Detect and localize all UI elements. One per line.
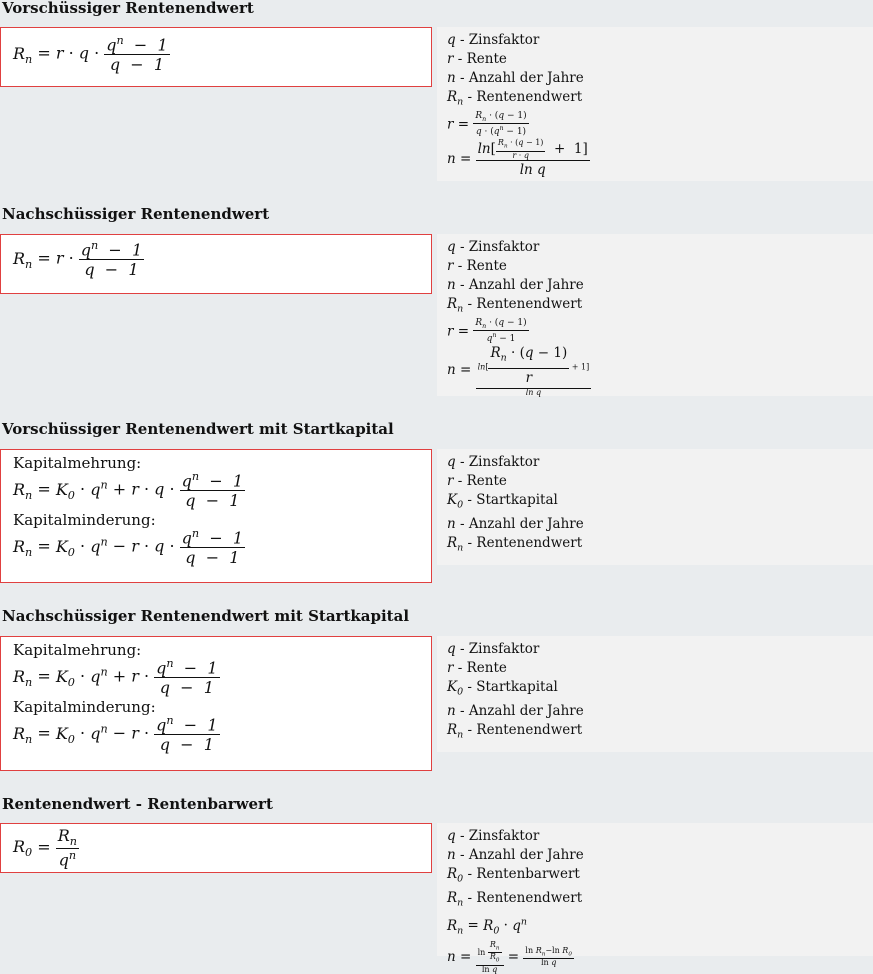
formula-box [0, 449, 432, 583]
formula: $R_n = K_0 \cdot q^n + r$ · $\frac{q^n - 1}{q - 1}$ [13, 657, 218, 698]
formula: $R_n = r$ · $\frac{q^n - 1}{q - 1}$ [13, 239, 143, 280]
legend-item: $R_n$ - Rentenendwert [447, 89, 583, 108]
label-kapitalminderung: Kapitalminderung: [13, 511, 156, 529]
legend-panel: q - Zinsfaktor r - Rente n - Anzahl der Jahre $R_n$ - Rentenendwert r = $\frac{R_n \cdot (q - 1)}{q^n - 1}$ n = ln[ $\frac{R_n \cdot (q - 1)}{r}$ + 1] ln q [437, 234, 873, 396]
formula: $R_n = r \cdot q$ · $\frac{q^n - 1}{q - 1}$ [13, 34, 168, 75]
legend-panel: q - Zinsfaktor r - Rente $K_0$ - Startkapital n - Anzahl der Jahre $R_n$ - Rentenendwert [437, 449, 873, 565]
legend-panel: q - Zinsfaktor r - Rente $K_0$ - Startkapital n - Anzahl der Jahre $R_n$ - Rentenendwert [437, 636, 873, 752]
legend-item: n - Anzahl der Jahre [447, 70, 584, 86]
section-title: Rentenendwert - Rentenbarwert [2, 795, 273, 813]
label-kapitalminderung: Kapitalminderung: [13, 698, 156, 716]
legend-item: r - Rente [447, 51, 507, 67]
formula-box [0, 823, 432, 873]
formula-n: n = ln[ $\frac{R_n \cdot (q - 1)}{r}$ + 1] ln q [447, 345, 590, 398]
legend-panel [437, 27, 873, 181]
formula-box [0, 636, 432, 771]
section-title: Nachschüssiger Rentenendwert [2, 205, 270, 223]
label-kapitalmehrung: Kapitalmehrung: [13, 454, 142, 472]
legend-item: q - Zinsfaktor [447, 32, 540, 48]
legend-panel: q - Zinsfaktor n - Anzahl der Jahre $R_0$ - Rentenbarwert $R_n$ - Rentenendwert $R_n = R_0 \cdot q^n$ n = ln $\frac{R_n}{R_0}$ ln q = $\frac{\ln R_n-\ln R_0}{\text{ln q}}$ [437, 823, 873, 956]
formula: $R_0$ = $\frac{R_n}{q^n}$ [13, 826, 78, 870]
formula-r: r = $\frac{R_n \cdot (q - 1)}{q \cdot (q^n - 1)}$ [447, 110, 527, 138]
formula-r: r = $\frac{R_n \cdot (q - 1)}{q^n - 1}$ [447, 317, 527, 345]
formula-box [0, 234, 432, 294]
formula-box [0, 27, 432, 87]
section-title: Vorschüssiger Rentenendwert [2, 0, 254, 17]
formula-n: n = ln $\frac{R_n}{R_0}$ ln q = $\frac{\ln R_n-\ln R_0}{\text{ln q}}$ [447, 939, 572, 974]
section-title: Nachschüssiger Rentenendwert mit Startkapital [2, 607, 410, 625]
label-kapitalmehrung: Kapitalmehrung: [13, 641, 142, 659]
formula: $R_n = K_0 \cdot q^n - r \cdot q$ · $\frac{q^n - 1}{q - 1}$ [13, 527, 244, 568]
formula: $R_n = K_0 \cdot q^n + r \cdot q$ · $\frac{q^n - 1}{q - 1}$ [13, 470, 244, 511]
formula: $R_n = K_0 \cdot q^n - r$ · $\frac{q^n - 1}{q - 1}$ [13, 714, 218, 755]
section-title: Vorschüssiger Rentenendwert mit Startkapital [2, 420, 394, 438]
formula-n: n = ln[ $\frac{R_n \cdot (q - 1)}{r \cdot q}$ + 1] ln q [447, 138, 588, 179]
